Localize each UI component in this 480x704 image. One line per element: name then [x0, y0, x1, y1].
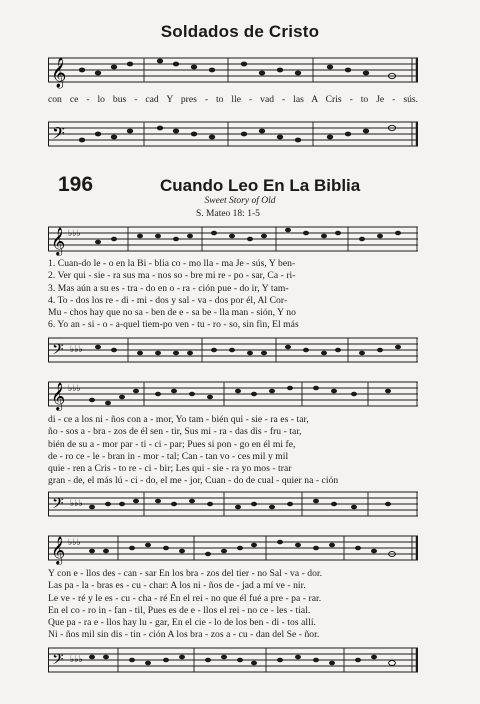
scripture-reference: S. Mateo 18: 1-5 — [196, 209, 260, 219]
hymn-number: 196 — [58, 173, 94, 196]
svg-text:𝄞: 𝄞 — [51, 536, 66, 564]
system2-verse5: quie - ren a Cris - to re - ci - bir; Les qui - sie - ra yo mos - trar — [48, 463, 292, 475]
svg-text:𝄞: 𝄞 — [51, 382, 66, 410]
system1-verse6: 6. Yo an - si - o - a-quel tiem-po ven - tu - ro - so, sin fin, El más — [48, 319, 299, 331]
system1-verse4: 4. To - dos los re - di - mi - dos y sal - va - dos por él, Al Cor- — [48, 294, 288, 306]
svg-text:𝄞: 𝄞 — [51, 58, 67, 88]
system3-verse6: Ni - ños mil sin dis - tin - ción A los bra - zos a - cu - dan del Se - ñor. — [48, 629, 320, 641]
system1-treble-staff — [48, 219, 418, 259]
svg-text:♭♭♭: ♭♭♭ — [70, 654, 83, 664]
svg-text:♭♭♭: ♭♭♭ — [70, 344, 83, 354]
top-treble-staff — [48, 48, 418, 92]
svg-text:𝄞: 𝄞 — [51, 227, 66, 255]
system1-lyrics — [48, 258, 418, 332]
svg-text:𝄢: 𝄢 — [52, 123, 65, 147]
system3-bass-staff — [48, 640, 418, 680]
system1-verse3: 3. Mas aún a su es - tra - do en o - ra - ción pue - do ir, Y tam- — [48, 282, 289, 294]
svg-text:♭♭♭: ♭♭♭ — [68, 383, 81, 393]
system2-verse3: bién de su a - mor par - ti - ci - par; Pues si pon - go en él mi fe, — [48, 438, 296, 450]
system3-treble-staff — [48, 528, 418, 568]
system2-treble-staff — [48, 374, 418, 414]
system1-verse1: 1. Cuan-do le - o en la Bi - blia co - mo lla - ma Je - sús, Y ben- — [48, 258, 296, 269]
system3-verse4: En el co - ro in - fan - til, Pues es de e - llos el rei - no ce - les - tial. — [48, 604, 311, 616]
svg-text:𝄢: 𝄢 — [52, 341, 64, 362]
system2-verse1: di - ce a los ni - ños con a - mor, Yo tam - bién qui - sie - ra es - tar, — [48, 414, 309, 425]
system3-verse3: Le ve - ré y le es - cu - cha - ré En el rei - no que él fué a pre - pa - rar. — [48, 592, 322, 604]
system2-verse2: ño - sos a - bra - zos de él sen - tir, Sus mi - ra - das dis - fru - tar, — [48, 426, 302, 438]
system2-bass-staff — [48, 484, 418, 524]
hymn-subtitle: Sweet Story of Old — [204, 196, 276, 206]
system3-verse5: Que pa - ra e - llos hay lu - gar, En el cie - lo de los ben - di - tos allí. — [48, 617, 317, 629]
system1-bass-staff — [48, 330, 418, 370]
system3-verse1: Y con e - llos des - can - sar En los bra - zos del tier - no Sal - va - dor. — [48, 568, 323, 579]
top-hymn-title: Soldados de Cristo — [160, 22, 320, 41]
system2-verse6: gran - de, el más lú - ci - do, el me - jor, Cuan - do de cual - quier na - ción — [48, 475, 339, 487]
svg-text:𝄢: 𝄢 — [52, 495, 64, 516]
hymn-title: Cuando Leo En La Biblia — [160, 176, 361, 195]
system3-lyrics — [48, 568, 418, 642]
system2-verse4: de - ro ce - le - bran in - mor - tal; Can - tan vo - ces mil y mil — [48, 450, 289, 462]
system3-verse2: Las pa - la - bras es - cu - char: A los ni - ños de - jad a mí ve - nir. — [48, 580, 306, 592]
svg-text:𝄢: 𝄢 — [52, 651, 64, 672]
top-bass-staff — [48, 112, 418, 156]
svg-text:♭♭♭: ♭♭♭ — [68, 228, 81, 238]
system2-lyrics — [48, 414, 418, 488]
svg-text:♭♭♭: ♭♭♭ — [68, 537, 81, 547]
system1-verse5: Mu - chos hay que no sa - ben de e - sa be - lla man - sión, Y no — [48, 307, 296, 319]
top-hymn-lyric: con ce - lo bus - cad Y pres - to lle - vad - las A Cris - to Je - sús. — [48, 94, 418, 105]
svg-text:♭♭♭: ♭♭♭ — [70, 498, 83, 508]
system1-verse2: 2. Ver qui - sie - ra sus ma - nos so - bre mi re - po - sar, Ca - ri- — [48, 270, 296, 282]
